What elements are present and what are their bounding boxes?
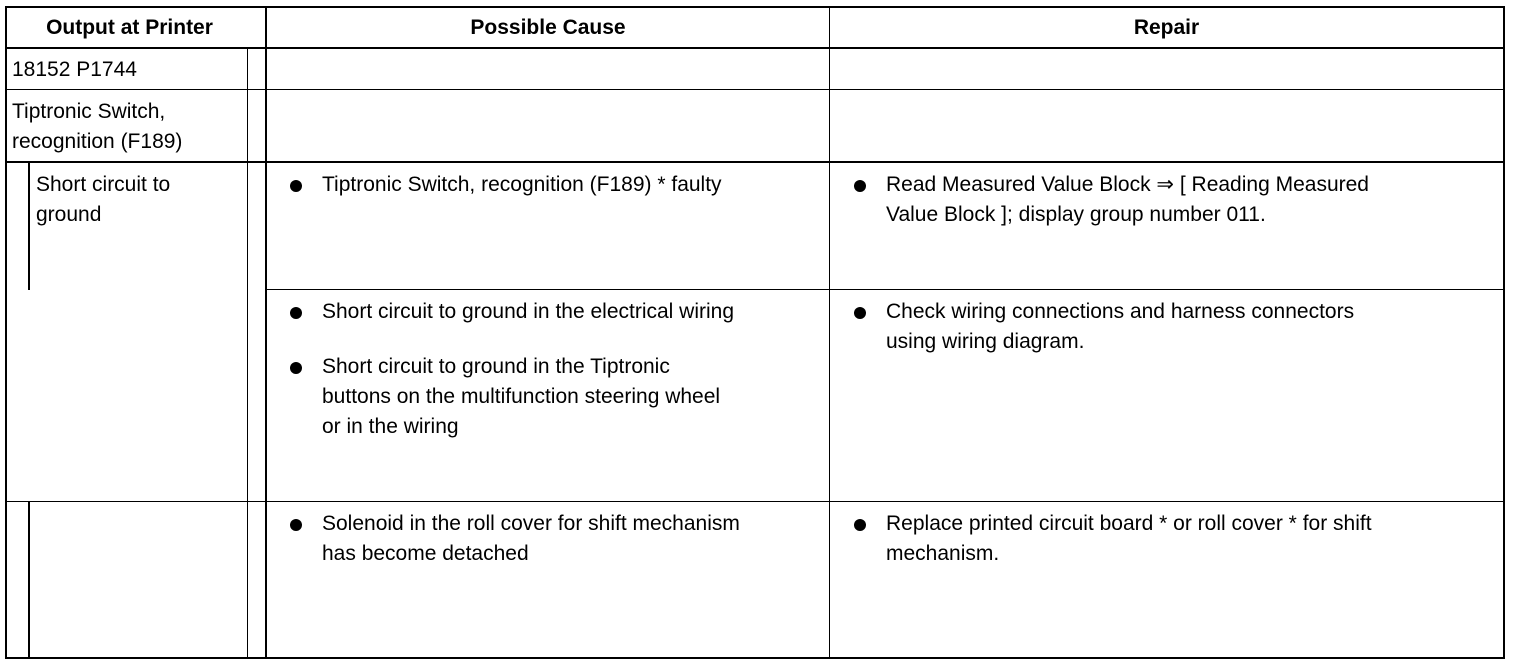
bullet-icon [290, 307, 302, 319]
row-divider-2-cause [266, 289, 1505, 290]
indent-rule-row1 [28, 161, 30, 290]
diagnostic-table [5, 6, 1505, 659]
bullet-icon [854, 307, 866, 319]
bullet-icon [854, 180, 866, 192]
fault-type-line2: ground [36, 203, 102, 226]
cause-item-cont: or in the wiring [322, 415, 459, 438]
repair-item-cont: Value Block ]; display group number 011. [886, 203, 1266, 226]
bullet-icon [290, 180, 302, 192]
indent-rule-row3 [28, 501, 30, 659]
bullet-icon [854, 519, 866, 531]
fault-code: 18152 P1744 [12, 58, 137, 81]
cause-item: Tiptronic Switch, recognition (F189) * faulty [322, 173, 722, 196]
repair-item-cont: mechanism. [886, 542, 1000, 565]
repair-item: Read Measured Value Block ⇒ [ Reading Measured [886, 173, 1369, 196]
col-divider-repair [829, 6, 830, 659]
row-divider-3 [5, 501, 1505, 502]
repair-item: Replace printed circuit board * or roll cover * for shift [886, 512, 1372, 535]
cause-item-cont: buttons on the multifunction steering wheel [322, 385, 721, 408]
repair-item: Check wiring connections and harness connectors [886, 300, 1355, 323]
sub-col-divider [247, 47, 248, 659]
col-divider-output [265, 6, 267, 659]
component-name-line1: Tiptronic Switch, [12, 100, 166, 123]
header-output-at-printer: Output at Printer [46, 16, 213, 39]
repair-item-cont: using wiring diagram. [886, 330, 1085, 353]
row-divider-code [5, 89, 1505, 90]
cause-item: Short circuit to ground in the electrical wiring [322, 300, 735, 323]
cause-item: Solenoid in the roll cover for shift mechanism [322, 512, 740, 535]
header-possible-cause: Possible Cause [470, 16, 626, 39]
cause-item: Short circuit to ground in the Tiptronic [322, 355, 670, 378]
bullet-icon [290, 362, 302, 374]
bullet-icon [290, 519, 302, 531]
component-name-line2: recognition (F189) [12, 130, 183, 153]
cause-item-cont: has become detached [322, 542, 529, 565]
row-divider-component [5, 161, 1505, 163]
header-divider [5, 47, 1505, 49]
fault-type-line1: Short circuit to [36, 173, 171, 196]
header-repair: Repair [1133, 16, 1200, 39]
